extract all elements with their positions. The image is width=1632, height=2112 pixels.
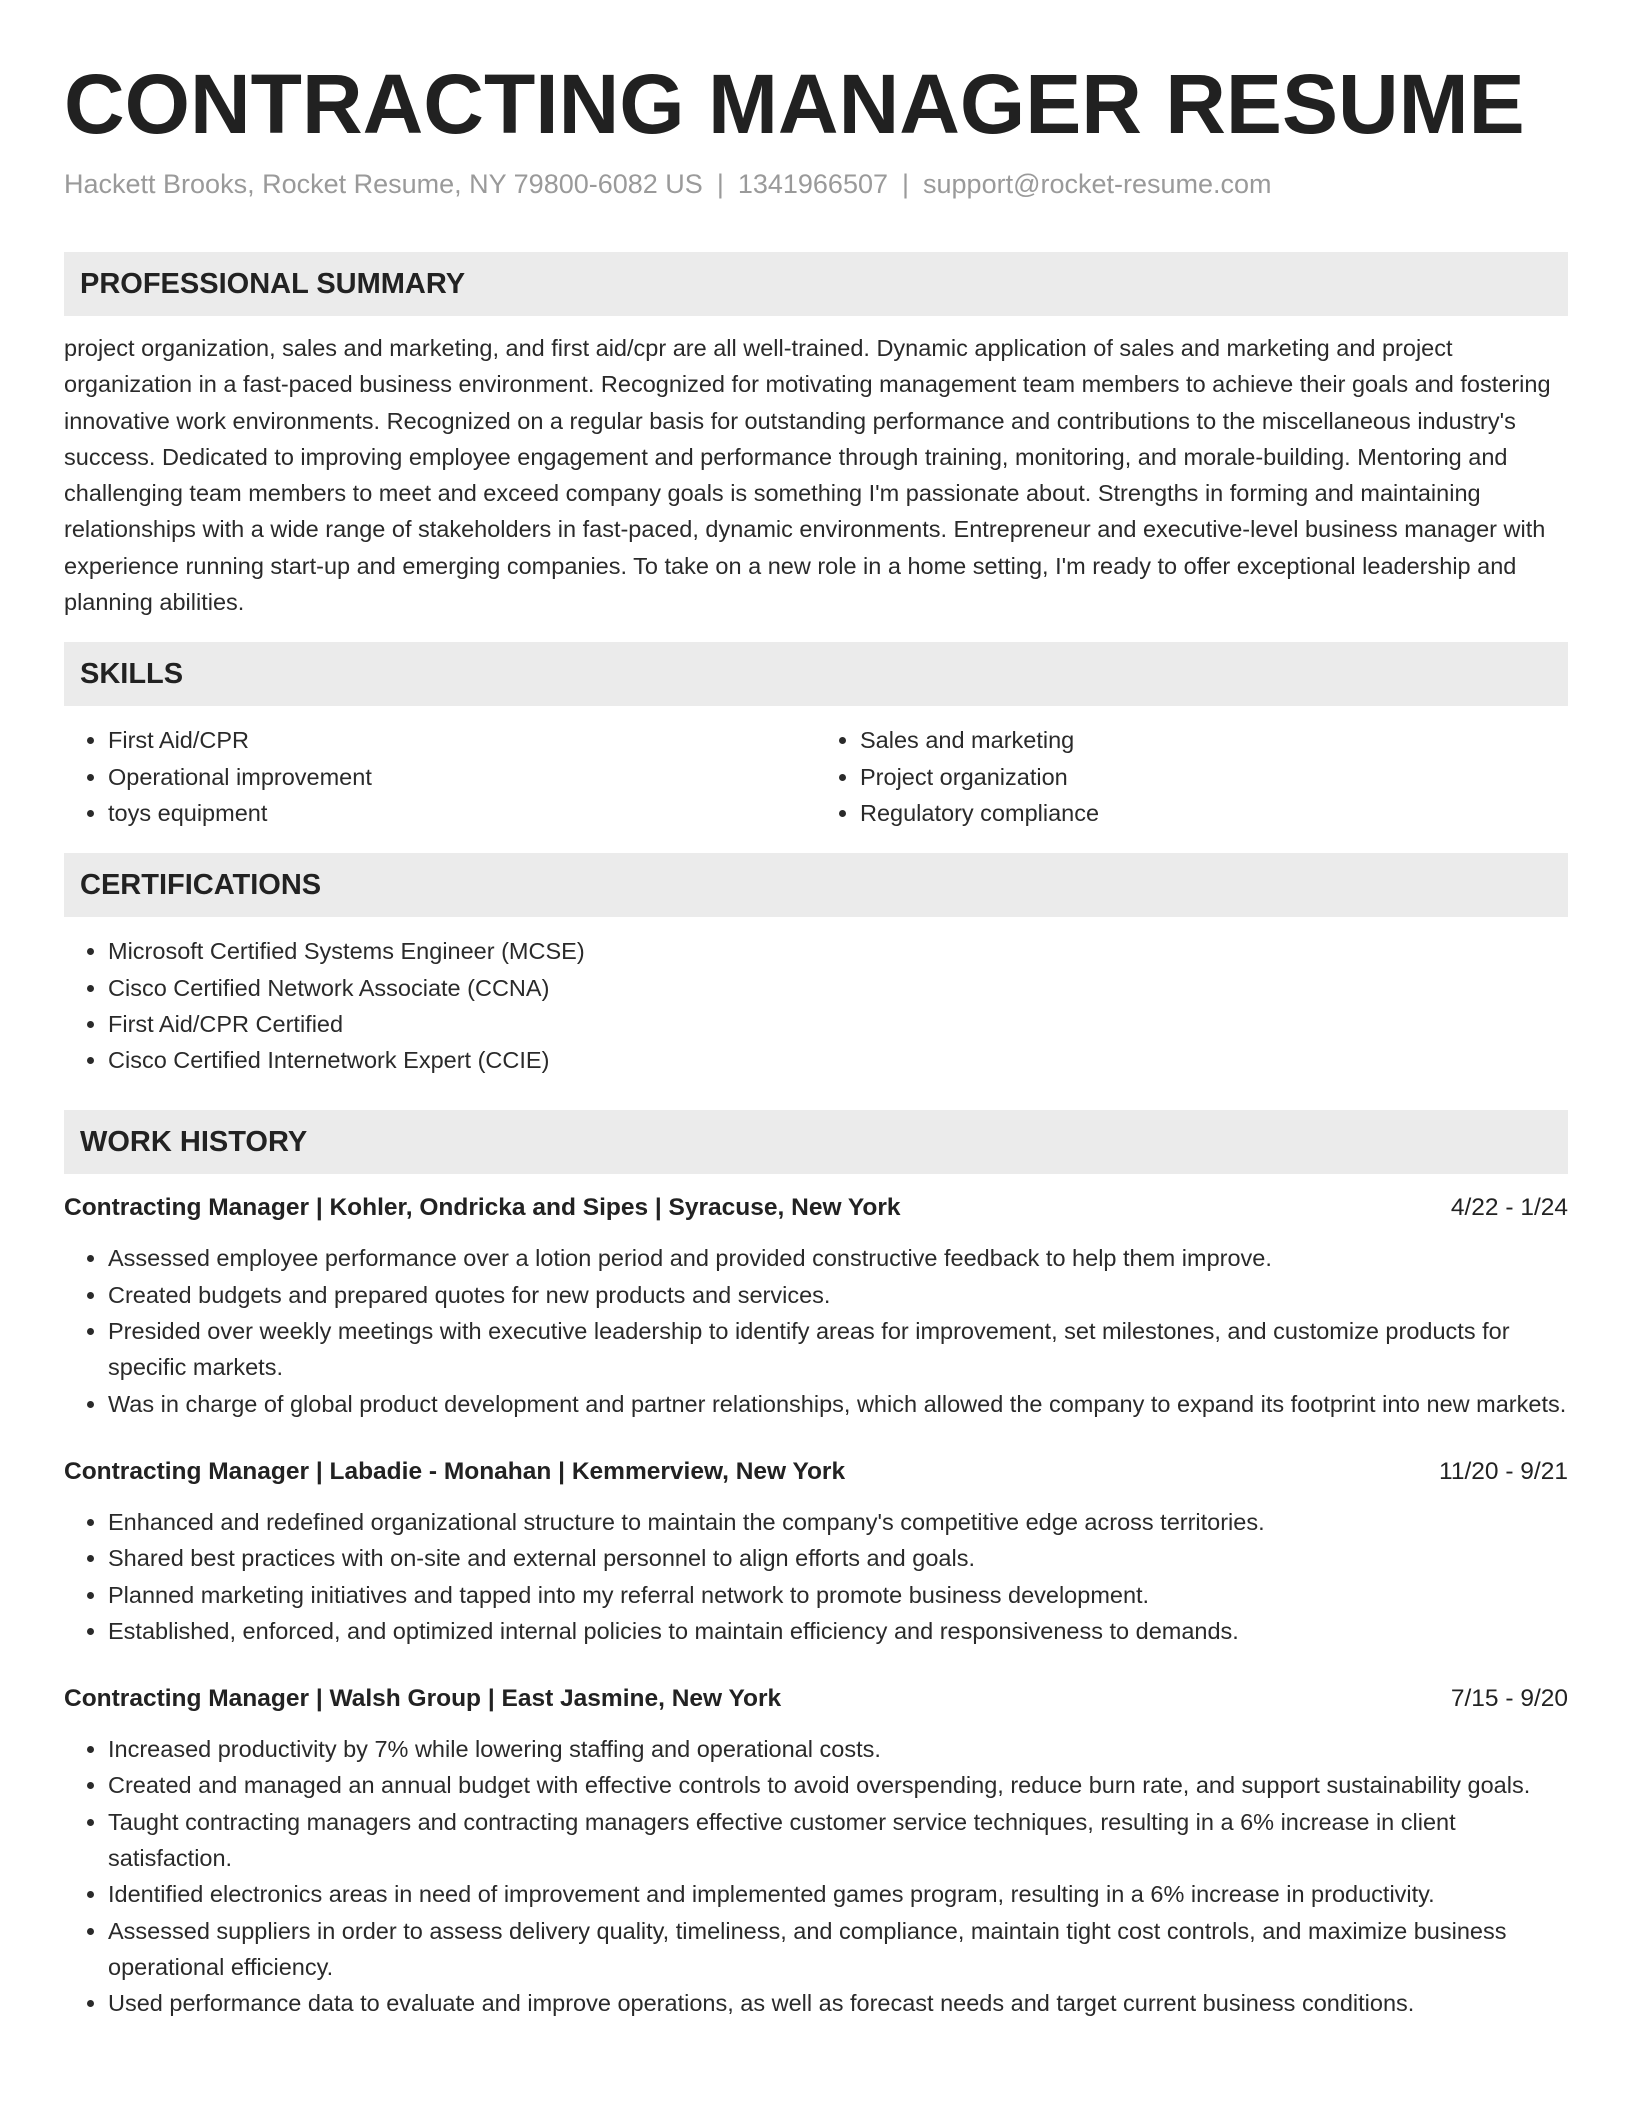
list-item: • Created budgets and prepared quotes for new products and services. [108,1277,1568,1313]
job-title: Contracting Manager | Walsh Group | East Jasmine, New York [64,1685,782,1713]
contact-address: Hackett Brooks, Rocket Resume, NY 79800-6082 US [64,169,703,199]
job-bullets [64,1240,1568,1421]
skills-column-right [816,722,1568,831]
job-entry [64,1190,1568,1421]
list-item: • First Aid/CPR Certified [108,1006,1568,1042]
job-header [64,1681,1568,1717]
contact-line [64,166,1568,202]
contact-separator: | [716,169,724,199]
certifications-list [64,933,1568,1078]
contact-separator: | [902,169,910,199]
list-item: • Operational improvement [108,759,816,795]
list-item: • Enhanced and redefined organizational structure to maintain the company's competitive edge across territories. [108,1504,1568,1540]
list-item: • Increased productivity by 7% while lowering staffing and operational costs. [108,1731,1568,1767]
job-entry [64,1681,1568,2021]
list-item: • Assessed employee performance over a lotion period and provided constructive feedback to help them improve. [108,1240,1568,1276]
job-title: Contracting Manager | Kohler, Ondricka and Sipes | Syracuse, New York [64,1194,901,1222]
summary-text: project organization, sales and marketing, and first aid/cpr are all well-trained. Dynamic application of sales and marketing and project organization in a fast-paced business environment. Recognized for motivating management team members to achieve their goals and fostering innovative work environments. Recognized on a regular basis for outstanding performance and contributions to the miscellaneous industry's success. Dedicated to improving employee engagement and performance through training, monitoring, and morale-building. Mentoring and challenging team members to meet and exceed company goals is something I'm passionate about. Strengths in forming and maintaining relationships with a wide range of stakeholders in fast-paced, dynamic environments. Entrepreneur and executive-level business manager with experience running start-up and emerging companies. To take on a new role in a home setting, I'm ready to offer exceptional leadership and planning abilities. [64,335,1551,616]
summary-heading: PROFESSIONAL SUMMARY [64,252,1568,316]
list-item: • Used performance data to evaluate and improve operations, as well as forecast needs and target current business conditions. [108,1985,1568,2021]
certifications-heading: CERTIFICATIONS [64,853,1568,917]
list-item: • Established, enforced, and optimized internal policies to maintain efficiency and responsiveness to demands. [108,1613,1568,1649]
list-item: • Created and managed an annual budget with effective controls to avoid overspending, reduce burn rate, and support sustainability goals. [108,1767,1568,1803]
contact-email: support@rocket-resume.com [923,169,1272,199]
job-bullets [64,1731,1568,2021]
list-item: • Was in charge of global product development and partner relationships, which allowed the company to expand its footprint into new markets. [108,1386,1568,1422]
job-header [64,1454,1568,1490]
list-item: • Sales and marketing [860,722,1568,758]
list-item: • Cisco Certified Network Associate (CCNA) [108,970,1568,1006]
list-item: • Cisco Certified Internetwork Expert (CCIE) [108,1042,1568,1078]
resume-title: CONTRACTING MANAGER RESUME [64,57,1525,151]
job-dates: 11/20 - 9/21 [1439,1457,1568,1485]
list-item: • Shared best practices with on-site and external personnel to align efforts and goals. [108,1540,1568,1576]
job-dates: 4/22 - 1/24 [1450,1194,1568,1222]
list-item: • Planned marketing initiatives and tapped into my referral network to promote business development. [108,1577,1568,1613]
skills-list [64,722,1568,831]
contact-phone: 1341966507 [737,169,888,199]
job-bullets [64,1504,1568,1649]
list-item: • Taught contracting managers and contracting managers effective customer service techniques, resulting in a 6% increase in client satisfaction. [108,1804,1568,1877]
job-entry [64,1454,1568,1649]
list-item: • Project organization [860,759,1568,795]
skills-heading: SKILLS [64,642,1568,706]
list-item: • Identified electronics areas in need of improvement and implemented games program, resulting in a 6% increase in productivity. [108,1876,1568,1912]
skills-column-left [64,722,816,831]
list-item: • Regulatory compliance [860,795,1568,831]
list-item: • Presided over weekly meetings with executive leadership to identify areas for improvement, set milestones, and customize products for specific markets. [108,1313,1568,1386]
list-item: • First Aid/CPR [108,722,816,758]
work-history-heading: WORK HISTORY [64,1110,1568,1174]
list-item: • Microsoft Certified Systems Engineer (MCSE) [108,933,1568,969]
resume-page [64,0,1568,2022]
list-item: • Assessed suppliers in order to assess delivery quality, timeliness, and compliance, maintain tight cost controls, and maximize business operational efficiency. [108,1913,1568,1986]
job-dates: 7/15 - 9/20 [1450,1685,1568,1713]
job-title: Contracting Manager | Labadie - Monahan | Kemmerview, New York [64,1457,846,1485]
job-header [64,1190,1568,1226]
list-item: • toys equipment [108,795,816,831]
